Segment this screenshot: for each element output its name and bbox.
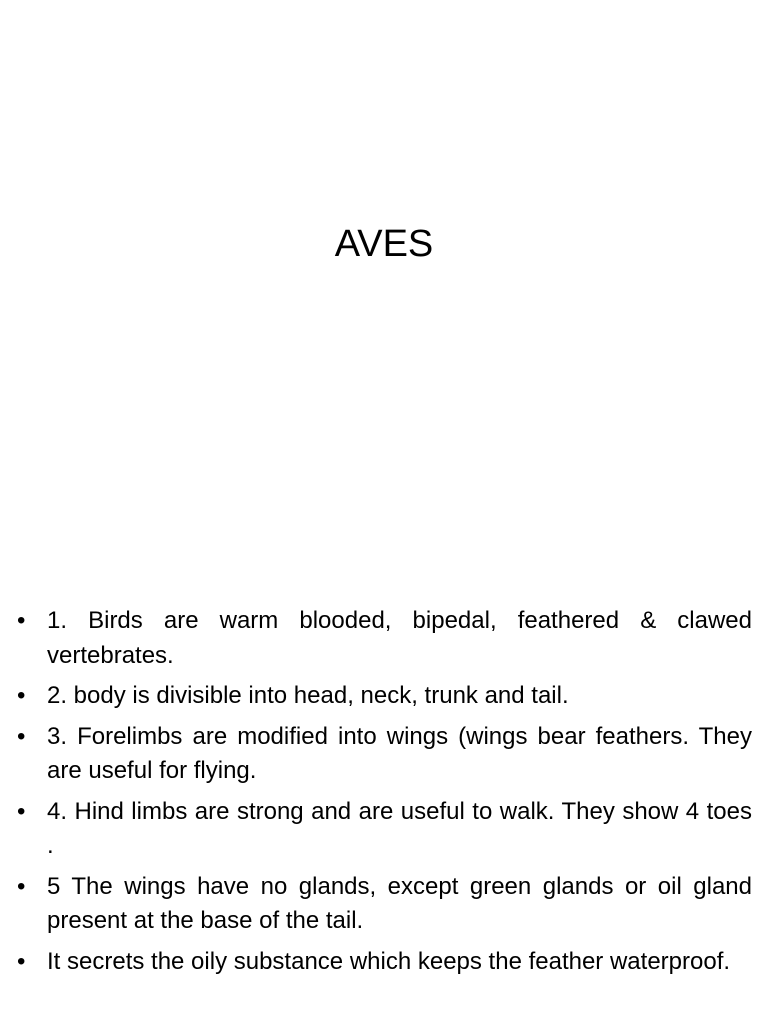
bullet-text: 5 The wings have no glands, except green glands or oil gland present at the base of the tail. bbox=[47, 872, 752, 934]
bullet-dot-icon: • bbox=[17, 797, 26, 825]
bullet-item bbox=[17, 795, 752, 864]
bullet-text: 4. Hind limbs are strong and are useful to walk. They show 4 toes . bbox=[47, 797, 752, 859]
bullet-item bbox=[17, 945, 752, 980]
bullet-dot-icon: • bbox=[17, 947, 26, 975]
slide-title: AVES bbox=[334, 223, 434, 265]
bullet-dot-icon: • bbox=[17, 722, 26, 750]
bullet-text: 3. Forelimbs are modified into wings (wings bear feathers. They are useful for flying. bbox=[47, 722, 752, 784]
bullet-dot-icon: • bbox=[17, 682, 26, 709]
bullet-dot-icon: • bbox=[17, 872, 26, 900]
bullet-text: It secrets the oily substance which keeps the feather waterproof. bbox=[47, 947, 731, 975]
bullet-item bbox=[17, 870, 752, 939]
bullet-dot-icon: • bbox=[17, 607, 26, 634]
bullet-item bbox=[17, 720, 752, 789]
bullet-text: 1. Birds are warm blooded, bipedal, feathered & clawed vertebrates. bbox=[47, 607, 752, 669]
bullet-text: 2. body is divisible into head, neck, trunk and tail. bbox=[47, 682, 569, 709]
bullet-item bbox=[17, 679, 752, 714]
bullet-item bbox=[17, 604, 752, 673]
bullet-list bbox=[0, 604, 768, 985]
